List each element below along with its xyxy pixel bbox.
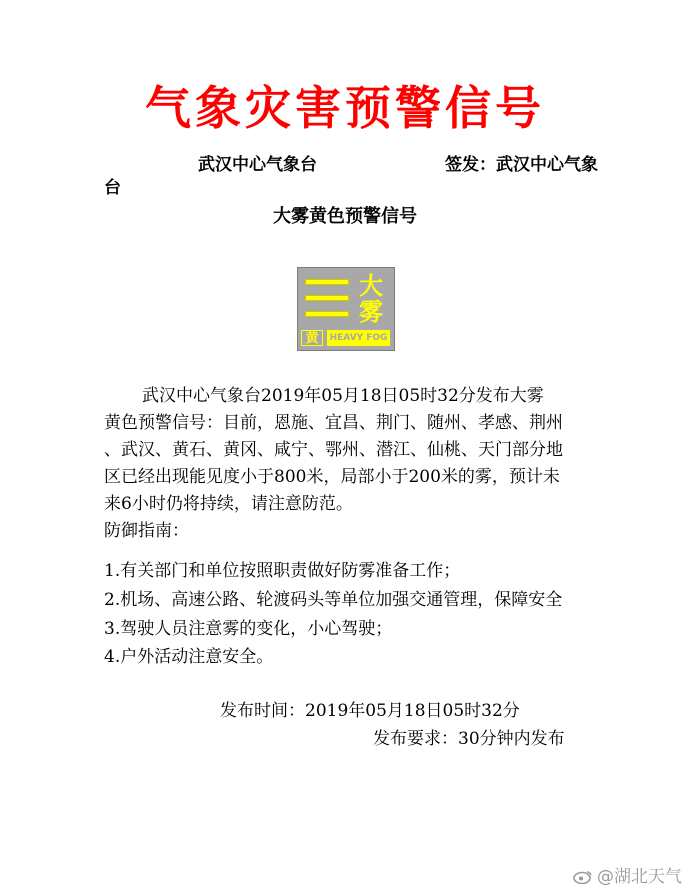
guide-item: 3.驾驶人员注意雾的变化，小心驾驶； [104,619,393,639]
fog-icon-en-label: HEAVY FOG [327,330,390,346]
release-requirement: 发布要求：30分钟内发布 [373,729,565,749]
guide-heading: 防御指南： [104,521,189,541]
guide-item: 1.有关部门和单位按照职责做好防雾准备工作； [104,561,461,581]
paragraph-line: 来6小时仍将持续，请注意防范。 [104,494,353,514]
watermark [573,862,682,887]
heavy-fog-yellow-icon [297,267,395,351]
paragraph-line: 、武汉、黄石、黄冈、咸宁、鄂州、潜江、仙桃、天门部分地 [104,440,563,460]
warning-subtitle: 大雾黄色预警信号 [273,206,417,227]
issuer-label: 武汉中心气象台 [198,155,317,175]
release-time: 发布时间：2019年05月18日05时32分 [220,701,520,721]
fog-icon-zh-label: 大雾 [359,272,383,326]
guide-item: 2.机场、高速公路、轮渡码头等单位加强交通管理，保障安全 [104,590,563,610]
fog-lines-icon [305,273,349,327]
document-title: 气象灾害预警信号 [145,81,545,135]
signer-label-continued: 台 [104,178,121,198]
fog-icon-level-label: 黄 [301,330,323,346]
paragraph-line: 黄色预警信号：目前，恩施、宜昌、荆门、随州、孝感、荆州 [104,413,563,433]
paragraph-line: 武汉中心气象台2019年05月18日05时32分发布大雾 [142,386,544,406]
paragraph-line: 区已经出现能见度小于800米，局部小于200米的雾，预计未 [104,467,560,487]
signer-label: 签发：武汉中心气象 [445,155,598,175]
watermark-text: @湖北天气 [597,867,682,887]
weibo-logo-icon [573,870,593,884]
guide-item: 4.户外活动注意安全。 [104,647,274,667]
